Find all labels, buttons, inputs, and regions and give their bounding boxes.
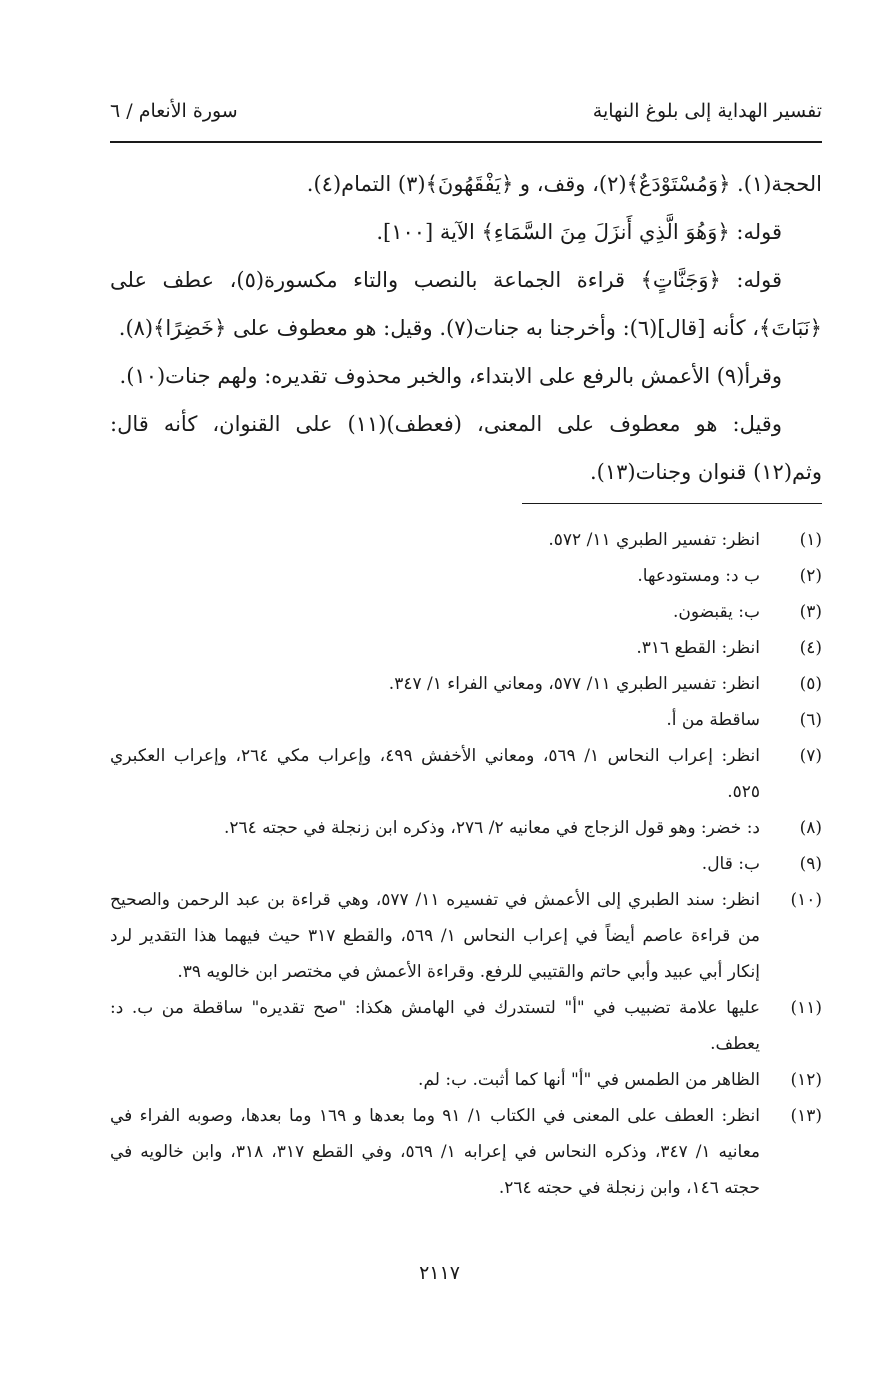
footnote-number: (١١) [790, 998, 822, 1018]
paragraph: قوله: ﴿وَجَنَّاتٍ﴾ قراءة الجماعة بالنصب والتاء مكسورة(٥)، عطف على ﴿نَبَاتَ﴾، كأنه [قال](٦): وأخرجنا به جنات(٧). وقيل: هو معطوف على ﴿خَضِرًا﴾(٨). [110, 268, 822, 340]
footnote-number: (١٢) [790, 1070, 822, 1090]
footnote [110, 810, 822, 846]
footnote-number: (١٣) [790, 1106, 822, 1126]
paragraph: قوله: ﴿وَهُوَ الَّذِي أَنزَلَ مِنَ السَّمَاءِ﴾ الآية [١٠٠]. [376, 220, 782, 244]
footnotes-list [110, 522, 822, 1206]
footnote-text: ب: يقبضون. [672, 602, 760, 622]
footnote-number: (٩) [799, 854, 822, 874]
running-header [110, 100, 822, 140]
footnote-text: انظر: العطف على المعنى في الكتاب ١/ ٩١ وما بعدها و ١٦٩ وما بعدها، وصوبه الفراء في معانيه ١/ ٣٤٧، وذكره النحاس في إعرابه ١/ ٥٦٩، وفي القطع ٣١٧، ٣١٨، وابن خالويه في حجته ١٤٦، وابن زنجلة في حجته ٢٦٤. [110, 1106, 760, 1198]
footnote-text: ب د: ومستودعها. [637, 566, 760, 586]
footnote [110, 738, 822, 810]
footnote [110, 522, 822, 558]
header-divider [110, 141, 822, 143]
footnote-number: (٧) [799, 746, 822, 766]
footnote-number: (١٠) [790, 890, 822, 910]
footnote-text: انظر: تفسير الطبري ١١/ ٥٧٧، ومعاني الفراء ١/ ٣٤٧. [388, 674, 760, 694]
footnote-number: (٤) [799, 638, 822, 658]
footnote-number: (٢) [799, 566, 822, 586]
footnote-text: ب: قال. [701, 854, 760, 874]
footnote-number: (٥) [799, 674, 822, 694]
footnote [110, 594, 822, 630]
footnote-divider [522, 503, 822, 504]
book-title: تفسير الهداية إلى بلوغ النهاية [592, 100, 822, 122]
footnote-text: انظر: تفسير الطبري ١١/ ٥٧٢. [548, 530, 760, 550]
footnote-text: انظر: إعراب النحاس ١/ ٥٦٩، ومعاني الأخفش ٤٩٩، وإعراب مكي ٢٦٤، وإعراب العكبري ٥٢٥. [110, 746, 760, 802]
footnote [110, 558, 822, 594]
footnote-text: عليها علامة تضبيب في "أ" لتستدرك في الهامش هكذا: "صح تقديره" ساقطة من ب. د: يعطف. [110, 998, 760, 1054]
paragraph: وقرأ(٩) الأعمش بالرفع على الابتداء، والخبر محذوف تقديره: ولهم جنات(١٠). [119, 364, 782, 388]
page-number: ٢١١٧ [419, 1262, 460, 1284]
footnote [110, 882, 822, 990]
footnote-number: (٨) [799, 818, 822, 838]
footnote [110, 666, 822, 702]
footnote [110, 846, 822, 882]
main-text [110, 160, 822, 496]
footnote-text: د: خضر: وهو قول الزجاج في معانيه ٢/ ٢٧٦، وذكره ابن زنجلة في حجته ٢٦٤. [223, 818, 760, 838]
paragraph: وقيل: هو معطوف على المعنى، (فعطف)(١١) على القنوان، كأنه قال: وثم(١٢) قنوان وجنات(١٣). [110, 412, 822, 484]
footnote [110, 990, 822, 1062]
footnote-text: الظاهر من الطمس في "أ" أنها كما أثبت. ب: لم. [418, 1070, 760, 1090]
paragraph: الحجة(١). ﴿وَمُسْتَوْدَعٌ﴾(٢)، وقف، و ﴿يَفْقَهُونَ﴾(٣) التمام(٤). [306, 172, 822, 196]
footnote-number: (١) [799, 530, 822, 550]
footnote [110, 630, 822, 666]
footnote [110, 702, 822, 738]
footnote [110, 1098, 822, 1206]
footnote-text: انظر: سند الطبري إلى الأعمش في تفسيره ١١/ ٥٧٧، وهي قراءة بن عبد الرحمن والصحيح من قراءة عاصم أيضاً في إعراب النحاس ١/ ٥٦٩، والقطع ٣١٧ حيث فيهما هذا التقدير لرد إنكار أبي عبيد وأبي حاتم والقتيبي للرفع. وقراءة الأعمش في مختصر ابن خالويه ٣٩. [110, 890, 760, 982]
footnote [110, 1062, 822, 1098]
footnote-text: ساقطة من أ. [666, 710, 760, 730]
footnote-number: (٦) [799, 710, 822, 730]
footnote-number: (٣) [799, 602, 822, 622]
footnote-text: انظر: القطع ٣١٦. [636, 638, 760, 658]
surah-label: سورة الأنعام / ٦ [110, 100, 238, 122]
